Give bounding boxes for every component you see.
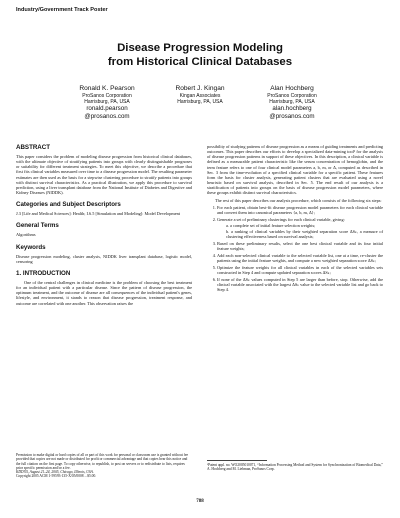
author-email-domain: @prosanos.com [84,112,130,120]
abstract-text: This paper considers the problem of modeling disease progression from historical clinical databases, with the ultimate objective of stratifying patients into groups with clearly distinguishable prognoses or suitability for different treatment strategies. To meet this objective, we describe a procedure that first fits clinical variables measured over time to a disease progression model. The resulting parameter estimates are then used as the basis for a stepwise clustering procedure to stratify patients into groups with distinct survival characteristics. As a practical illustration, we apply this procedure to survival prediction, using a liver transplant database from the National Institute of Diabetes and Digestive and Kidney Diseases (NIDDK). [16,154,192,196]
keywords-heading: Keywords [16,243,46,251]
step-item: 3. Based on these preliminary results, select the one best clinical variable and its four initial feature weights; [217,241,383,251]
permission-text: Permission to make digital or hard copies of all or part of this work for personal or classroom use is granted without fee provided that copies are not made or distributed for profit or commercial advantage and that copies bear this notice and the full citation on the first page. To copy otherwise, to republish, to post on servers or to redistribute to lists, requires prior specific permission and/or a fee. [16,453,189,470]
title-line-1: Disease Progression Modeling [117,42,283,54]
categories-heading: Categories and Subject Descriptors [16,201,121,209]
track-label: Industry/Government Track Poster [16,7,108,13]
general-terms-text: Algorithms [16,232,36,238]
author-name: Ronald K. Pearson [79,85,135,92]
author-affiliation: Kingan Associates [179,93,221,99]
paper-title [0,42,400,69]
conference-line: KDD'05, August 21–24, 2005, Chicago, Illinois, USA. [16,470,94,475]
step-item: 5. Optimize the feature weights for all clinical variables in each of the selected variables sets constructed in Step 4 and compute updated separation scores ΔSₖ; [217,265,383,275]
introduction-heading: 1. INTRODUCTION [16,269,71,277]
step-item: 6. If none of the ΔSₖ values computed in Step 5 are larger than before, stop. Otherwise, add the clinical variable associated with the largest ΔSₖ value to the selected variable list and go back to Step 4. [217,277,383,292]
author-affiliation: ProSanos Corporation [267,93,317,99]
patent-footnote-text: ¹Patent appl. no. WO2005010071, “Information Processing Method and System for Synchronization of Biomedical Data,” A. Hochberg and M. Liebman, ProSanos Corp. [207,463,383,472]
permission-notice [16,453,192,479]
step-text: Generate a set of preliminary clusterings for each clinical variable, giving: [217,216,345,222]
author-email-user: ronald.pearson [86,105,128,113]
step-item: 4. Add each non-selected clinical variable to the selected variable list, one at a time, re-cluster the patients using the initial feature weights, and compute a new weighted separation score ΔSₖ; [217,253,383,263]
step-item [217,217,383,240]
keywords-text: Disease progression modeling, cluster analysis, NIDDK liver transplant database, logistic model, censoring [16,253,192,264]
substep-item: a. a complete set of initial feature selection weights; [226,222,316,228]
author-3 [233,85,351,120]
page-number: 788 [196,499,204,504]
author-name: Alan Hochberg [270,85,314,92]
categories-text: J.3 [Life and Medical Sciences]: Health; I.6.5 [Simulation and Modeling]: Model Development [16,211,180,217]
introduction-text: One of the central challenges in clinical medicine is the problem of choosing the best treatment for an individual patient with a particular disease. Since the pattern of disease progression, the optimum treatment, and the outcome of disease are all consequences of the individual patient's genes, lifestyle, and environment, it stands to reason that disease progression, treatment response, and outcome are correlated with one another. This observation raises the [16,279,192,306]
author-city: Harrisburg, PA, USA [177,99,223,106]
substeps [217,223,383,240]
author-email-domain: @prosanos.com [269,112,315,120]
title-line-2: from Historical Clinical Databases [107,55,293,68]
right-column [207,144,383,294]
author-email-user: alan.hochberg [272,105,312,113]
footnote-rule [207,460,267,461]
author-affiliation: ProSanos Corporation [82,93,132,99]
procedure-steps [207,205,383,293]
abstract-heading: ABSTRACT [16,144,51,151]
left-column [16,144,192,306]
substep-item: b. a ranking of clinical variables by their weighted separation score ΔSₖ, a measure of clustering effectiveness based on survival analysis; [226,229,383,240]
right-paragraph-1: possibility of studying patterns of disease progression as a means of guiding treatments and predicting outcomes. This paper describes our efforts to develop a specialized data-mining tool¹ for the analysis of disease progression patterns in support of these objectives. In this description, a clinical variable is defined as a measurable patient characteristic like the serum concentration of hemoglobin, and the term feature refers to one of four clinical model parameters a, b, m, or Δ, computed as described in Sec. 3 from the time-evolution of a specified clinical variable for a specific patient. These features form the basis for cluster analysis, generating patient clusters that are evaluated using a novel heuristic based on survival analysis, described in Sec. 5. The end result of our analysis is a stratification of patients into groups on the basis of disease progression model parameters, where these groups exhibit distinct survival characteristics. [207,144,383,196]
patent-footnote [207,460,383,472]
author-city: Harrisburg, PA, USA [84,99,130,106]
copyright-line: Copyright 2005 ACM 1-59593-135-X/05/0008 ...$5.00. [16,474,97,479]
author-city: Harrisburg, PA, USA [269,99,315,106]
step-item: 1. For each patient, obtain best-fit disease progression model parameters for each clinical variable and convert them into canonical parameters {a, b, m, Δ}; [217,205,383,215]
general-terms-heading: General Terms [16,222,59,230]
right-paragraph-2: The rest of this paper describes our analysis procedure, which consists of the following six steps: [215,197,382,203]
author-name: Robert J. Kingan [175,85,225,92]
